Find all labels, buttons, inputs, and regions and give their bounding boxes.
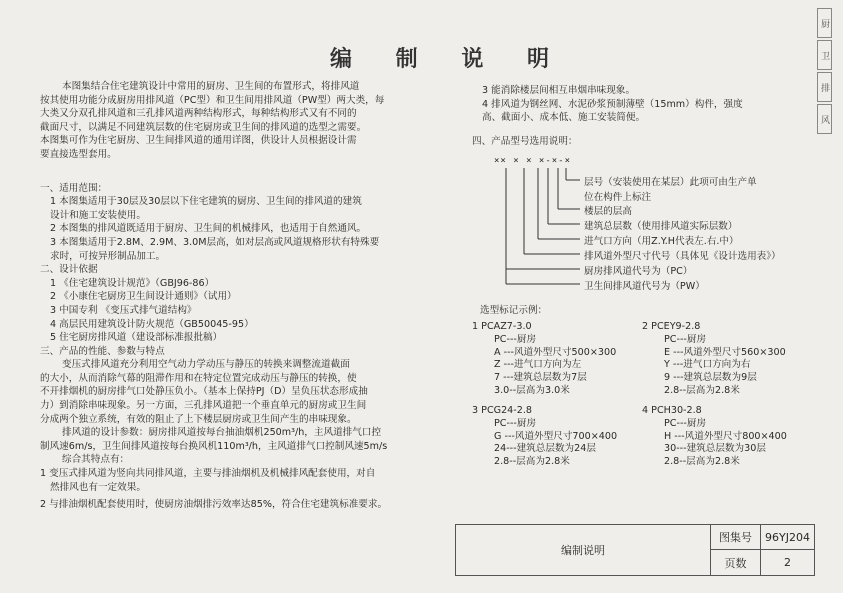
example-line: 2.8--层高为2.8米 [664,456,740,468]
list-item: 1 《住宅建筑设计规范》（GBJ96-86） [50,277,215,289]
examples-heading: 选型标记示例： [480,305,548,316]
example-code: 4 PCH30-2.8 [642,405,702,416]
example-4 [642,405,787,469]
model-code-diagram [484,156,814,306]
side-tab-cell: 厨 [817,8,832,38]
section3-heading: 三、产品的性能、参数与特点 [40,345,165,357]
code-label: 厨房排风道代号为（PC） [584,266,693,277]
example-code: 3 PCG24-2.8 [472,405,532,416]
list-item: 5 住宅厨房排风道（建设部标准报批稿） [50,332,223,344]
example-line: E ---风道外型尺寸560×300 [664,346,786,358]
list-item: 求时，可按异形制品加工。 [50,250,166,262]
titleblock-name: 编制说明 [456,525,711,575]
paragraph-line: 排风道的设计参数：厨房排风道按每台抽油烟机250m³/h，主风道排气口控 [62,427,382,439]
left-column [40,80,445,512]
paragraph-line: 变压式排风道充分利用空气动力学动压与静压的转换来调整流道截面 [62,359,350,371]
example-line: H ---风道外型尺寸800×400 [664,430,787,442]
section4-heading: 四、产品型号选用说明： [472,135,578,147]
list-item: 2 本图集的排风道既适用于厨房、卫生间的机械排风，也适用于自然通风。 [50,223,367,235]
example-line: 9 ---建筑总层数为9层 [664,372,757,384]
intro-line: 本图集可作为住宅厨房、卫生间排风道的通用详图，供设计人员根据设计需 [40,135,357,147]
section2-heading: 二、设计依据 [40,264,98,276]
list-item: 3 中国专利 《变压式排气道结构》 [50,304,197,316]
paragraph-line: 综合其特点有： [62,454,130,466]
example-2 [642,321,786,398]
list-item: 4 排风道为钢丝网、水泥砂浆预制薄壁（15mm）构件，强度 [482,98,743,110]
paragraph-line: 不开排烟机的厨房排气口处静压负小。（基本上保持PJ（D）呈负压状态形成抽 [40,386,368,398]
list-item: 设计和施工安装使用。 [50,209,146,221]
code-label: 位在构件上标注 [584,192,652,203]
paragraph-line: 然排风也有一定效果。 [50,481,146,493]
example-line: 24---建筑总层数为24层 [494,443,596,455]
example-line: PC---厨房 [494,417,537,429]
example-line: 2.8--层高为2.8米 [494,456,570,468]
side-tab-cell: 排 [817,72,832,102]
example-line: Y ---进气口方向为右 [664,359,751,371]
paragraph-line: 分成两个独立系统，有效的阻止了上下楼层厨房或卫生间产生的串味现象。 [40,413,357,425]
titleblock-atlas-value: 96YJ204 [761,525,814,550]
intro-line: 要直接选型套用。 [40,148,117,160]
example-line: 7 ---建筑总层数为7层 [494,372,587,384]
paragraph-line: 制风速6m/s，卫生间排风道按每台换风机110m³/h，主风道排气口控制风速5m/s [40,440,388,452]
intro-line: 截面尺寸，以满足不同建筑层数的住宅厨房或卫生间的排风道的选型之需要。 [40,121,367,133]
example-line: PC---厨房 [664,333,707,345]
intro-line: 本图集结合住宅建筑设计中常用的厨房、卫生间的布置形式，将排风道 [62,81,360,92]
code-label: 进气口方向（用Z.Y.H代表左.右.中） [584,236,739,247]
side-tab-cell: 风 [817,104,832,134]
example-line: A ---风道外型尺寸500×300 [494,346,617,358]
right-column [472,84,792,148]
list-item: 3 能消除楼层间相互串烟串味现象。 [482,85,636,96]
example-line: PC---厨房 [664,417,707,429]
example-line: 30---建筑总层数为30层 [664,443,766,455]
title-block [455,524,815,576]
code-label: 卫生间排风道代号为（PW） [584,281,705,292]
side-tab [817,8,837,136]
code-label: 楼层的层高 [584,206,632,217]
example-line: 3.0--层高为3.0米 [494,384,570,396]
example-1 [472,321,616,398]
page-title: 编 制 说 明 [330,47,567,72]
list-item: 4 高层民用建筑设计防火规范（GB50045-95） [50,318,254,330]
example-line: Z ---进气口方向为左 [494,359,582,371]
paragraph-line: 的大小，从而消除气幕的阻滞作用和在特定位置完成动压与静压的转换，使 [40,372,357,384]
list-item: 高、截面小、成本低、施工安装简便。 [482,112,646,124]
titleblock-page-label: 页数 [711,550,761,575]
intro-line: 大类又分双孔排风道和三孔排风道两种结构形式，每种结构形式又有不同的 [40,108,357,120]
example-code: 2 PCEY9-2.8 [642,321,701,332]
titleblock-page-value: 2 [784,556,791,569]
example-3 [472,405,617,469]
paragraph-line: 2 与排油烟机配套使用时，使厨房油烟排污效率达85%，符合住宅建筑标准要求。 [40,499,388,511]
list-item: 1 本图集适用于30层及30层以下住宅建筑的厨房、卫生间的排风道的建筑 [50,196,362,208]
example-line: G ---风道外型尺寸700×400 [494,430,618,442]
paragraph-line: 1 变压式排风道为竖向共同排风道，主要与排油烟机及机械排风配套使用，对自 [40,468,376,480]
example-line: PC---厨房 [494,333,537,345]
example-code: 1 PCAZ7-3.0 [472,321,532,332]
paragraph-line: 力）到消除串味现象。另一方面，三孔排风道把一个垂直单元的厨房或卫生间 [40,400,367,412]
model-code: ×× × × ×-×-× [494,156,572,166]
code-label: 层号（安装使用在某层）此项可由生产单 [584,177,757,188]
code-label: 排风道外型尺寸代号（具体见《设计选用表》） [584,251,781,262]
intro-line: 按其使用功能分成厨房用排风道（PC型）和卫生间用排风道（PW型）两大类，每 [40,94,385,106]
code-label: 建筑总层数（使用排风道实际层数） [584,221,738,232]
side-tab-cell: 卫 [817,40,832,70]
section1-heading: 一、适用范围： [40,182,108,194]
list-item: 3 本图集适用于2.8M、2.9M、3.0M层高，如对层高或风道规格形状有特殊要 [50,236,380,248]
example-line: 2.8--层高为2.8米 [664,384,740,396]
titleblock-atlas-label: 图集号 [711,525,761,550]
list-item: 2 《小康住宅厨房卫生间设计通则》（试用） [50,291,237,303]
